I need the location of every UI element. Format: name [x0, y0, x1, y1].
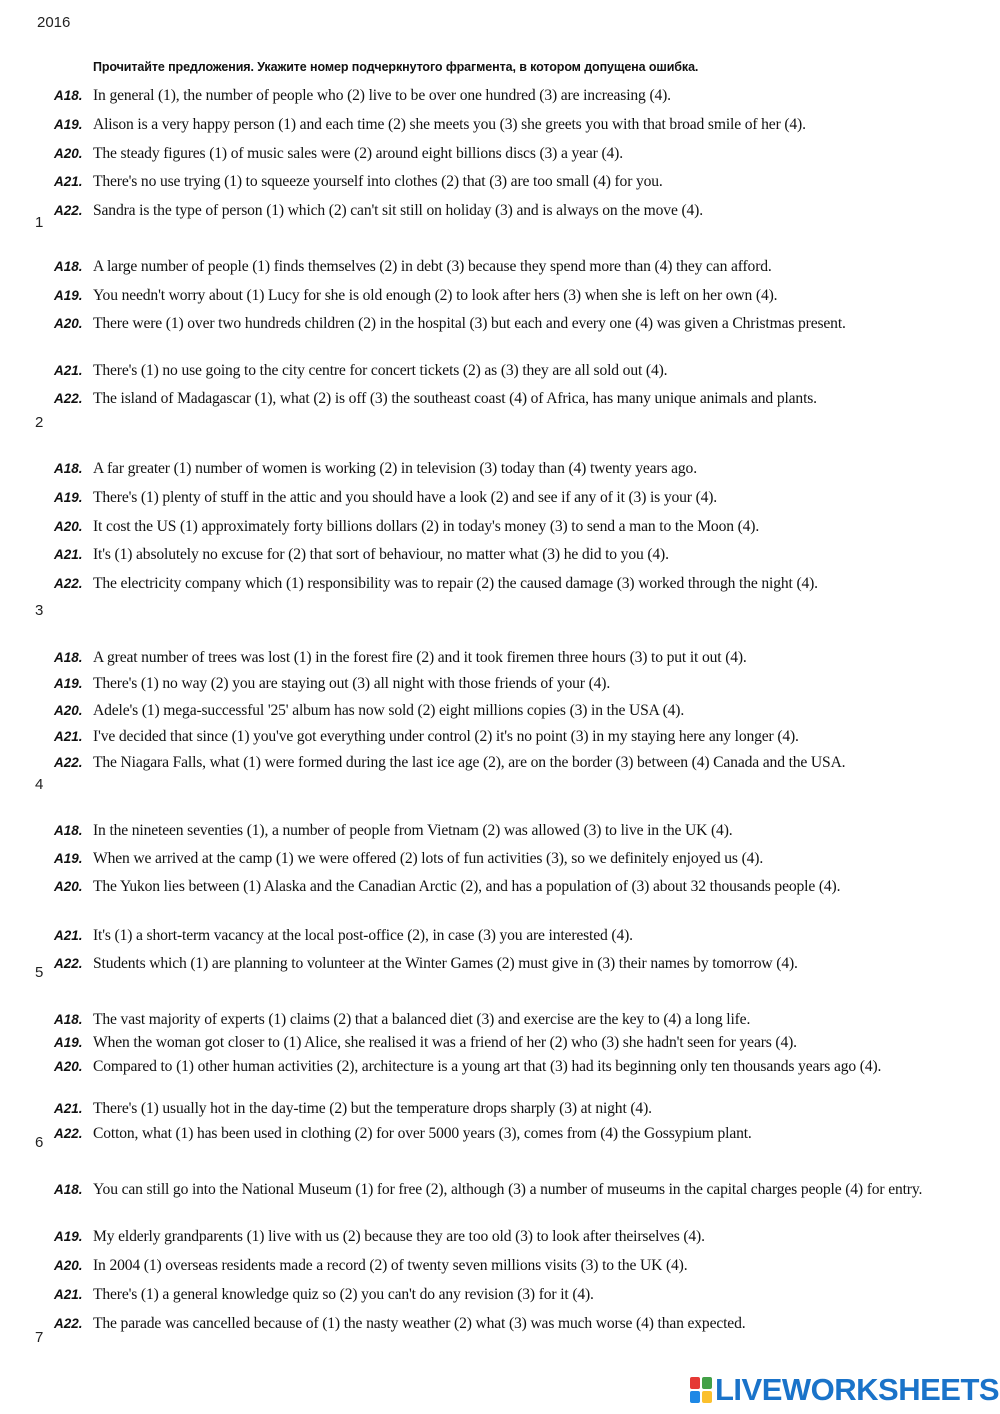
question-number: A18. — [54, 259, 83, 274]
group-number: 5 — [35, 964, 44, 981]
question-a18 — [54, 822, 966, 839]
question-text: Compared to (1) other human activities (2), architecture is a young art that (3) had its beginning only ten thousands years ago (4). — [93, 1058, 882, 1075]
question-a22 — [54, 955, 966, 972]
question-a20 — [54, 145, 966, 162]
question-text: In 2004 (1) overseas residents made a record (2) of twenty seven millions visits (3) to the UK (4). — [93, 1257, 688, 1274]
logo-mark-icon — [690, 1377, 712, 1403]
question-number: A19. — [54, 851, 83, 866]
question-text: There's (1) a general knowledge quiz so (2) you can't do any revision (3) for it (4). — [93, 1286, 594, 1303]
question-a21 — [54, 546, 966, 563]
question-text: There's (1) usually hot in the day-time (2) but the temperature drops sharply (3) at night (4). — [93, 1100, 652, 1117]
question-a19 — [54, 116, 966, 133]
question-number: A21. — [54, 363, 83, 378]
group-number: 4 — [35, 776, 44, 793]
question-a18 — [54, 460, 966, 477]
question-number: A21. — [54, 1287, 83, 1302]
question-a22 — [54, 754, 966, 771]
instruction: Прочитайте предложения. Укажите номер подчеркнутого фрагмента, в котором допущена ошибка. — [93, 60, 699, 74]
question-a21 — [54, 1100, 966, 1117]
question-a18 — [54, 1181, 966, 1198]
question-a20 — [54, 518, 966, 535]
question-text: In the nineteen seventies (1), a number of people from Vietnam (2) was allowed (3) to live in the UK (4). — [93, 822, 733, 839]
question-a20 — [54, 1058, 966, 1075]
question-a22 — [54, 390, 966, 407]
question-number: A18. — [54, 88, 83, 103]
question-number: A21. — [54, 928, 83, 943]
question-a21 — [54, 927, 966, 944]
question-text: It's (1) absolutely no excuse for (2) that sort of behaviour, no matter what (3) he did to you (4). — [93, 546, 669, 563]
question-text: There's (1) no way (2) you are staying out (3) all night with those friends of your (4). — [93, 675, 611, 692]
question-a22 — [54, 202, 966, 219]
question-text: You can still go into the National Museum (1) for free (2), although (3) a number of museums in the capital charges people (4) for entry. — [93, 1181, 923, 1198]
question-a20 — [54, 878, 966, 895]
question-a20 — [54, 1257, 966, 1274]
question-a22 — [54, 575, 966, 592]
question-number: A20. — [54, 703, 83, 718]
question-number: A22. — [54, 1316, 83, 1331]
question-text: The Niagara Falls, what (1) were formed during the last ice age (2), are on the border (3) between (4) Canada and the USA. — [93, 754, 846, 771]
question-a19 — [54, 489, 966, 506]
question-a21 — [54, 728, 966, 745]
question-number: A22. — [54, 755, 83, 770]
question-a18 — [54, 1011, 966, 1028]
question-text: A far greater (1) number of women is working (2) in television (3) today than (4) twenty years ago. — [93, 460, 697, 477]
question-text: A great number of trees was lost (1) in the forest fire (2) and it took firemen three hours (3) to put it out (4). — [93, 649, 747, 666]
question-number: A20. — [54, 1258, 83, 1273]
question-text: It cost the US (1) approximately forty billions dollars (2) in today's money (3) to send a man to the Moon (4). — [93, 518, 760, 535]
logo-text: LIVEWORKSHEETS — [715, 1372, 1000, 1407]
question-number: A21. — [54, 174, 83, 189]
question-a19 — [54, 1228, 966, 1245]
group-number: 3 — [35, 602, 44, 619]
question-number: A19. — [54, 117, 83, 132]
question-text: Adele's (1) mega-successful '25' album has now sold (2) eight millions copies (3) in the USA (4). — [93, 702, 685, 719]
question-text: Sandra is the type of person (1) which (2) can't sit still on holiday (3) and is always on the move (4). — [93, 202, 703, 219]
question-number: A22. — [54, 956, 83, 971]
question-text: The electricity company which (1) responsibility was to repair (2) the caused damage (3) worked through the night (4). — [93, 575, 818, 592]
question-number: A22. — [54, 203, 83, 218]
question-a20 — [54, 315, 966, 332]
question-number: A21. — [54, 1101, 83, 1116]
question-number: A19. — [54, 1035, 83, 1050]
question-text: The steady figures (1) of music sales were (2) around eight billions discs (3) a year (4). — [93, 145, 623, 162]
question-a19 — [54, 287, 966, 304]
question-number: A20. — [54, 316, 83, 331]
question-a22 — [54, 1125, 966, 1142]
group-number: 7 — [35, 1329, 44, 1346]
question-text: The vast majority of experts (1) claims (2) that a balanced diet (3) and exercise are the key to (4) a long life. — [93, 1011, 751, 1028]
group-number: 6 — [35, 1134, 44, 1151]
question-number: A22. — [54, 391, 83, 406]
question-text: When the woman got closer to (1) Alice, she realised it was a friend of her (2) who (3) she hadn't seen for years (4). — [93, 1034, 797, 1051]
question-a19 — [54, 1034, 966, 1051]
year-label: 2016 — [37, 14, 71, 31]
question-number: A19. — [54, 676, 83, 691]
question-a19 — [54, 675, 966, 692]
group-number: 2 — [35, 414, 44, 431]
question-number: A21. — [54, 547, 83, 562]
question-number: A18. — [54, 650, 83, 665]
question-number: A20. — [54, 146, 83, 161]
question-number: A20. — [54, 1059, 83, 1074]
question-a20 — [54, 702, 966, 719]
question-text: You needn't worry about (1) Lucy for she is old enough (2) to look after hers (3) when she is left on her own (4). — [93, 287, 778, 304]
question-a21 — [54, 362, 966, 379]
question-number: A19. — [54, 1229, 83, 1244]
question-text: There's (1) plenty of stuff in the attic and you should have a look (2) and see if any of it (3) is your (4). — [93, 489, 718, 506]
question-number: A22. — [54, 1126, 83, 1141]
question-text: The island of Madagascar (1), what (2) is off (3) the southeast coast (4) of Africa, has many unique animals and plants. — [93, 390, 817, 407]
question-text: A large number of people (1) finds themselves (2) in debt (3) because they spend more than (4) they can afford. — [93, 258, 772, 275]
question-number: A22. — [54, 576, 83, 591]
liveworksheets-logo — [690, 1372, 999, 1408]
question-number: A18. — [54, 1012, 83, 1027]
question-text: Alison is a very happy person (1) and each time (2) she meets you (3) she greets you with that broad smile of her (4). — [93, 116, 806, 133]
question-text: Cotton, what (1) has been used in clothing (2) for over 5000 years (3), comes from (4) the Gossypium plant. — [93, 1125, 752, 1142]
group-number: 1 — [35, 214, 44, 231]
question-text: There were (1) over two hundreds children (2) in the hospital (3) but each and every one (4) was given a Christmas present. — [93, 315, 846, 332]
question-text: When we arrived at the camp (1) we were offered (2) lots of fun activities (3), so we definitely enjoyed us (4). — [93, 850, 764, 867]
question-a18 — [54, 258, 966, 275]
question-text: Students which (1) are planning to volunteer at the Winter Games (2) must give in (3) their names by tomorrow (4). — [93, 955, 798, 972]
question-text: There's no use trying (1) to squeeze yourself into clothes (2) that (3) are too small (4) for you. — [93, 173, 663, 190]
question-a18 — [54, 649, 966, 666]
question-a19 — [54, 850, 966, 867]
question-text: The parade was cancelled because of (1) the nasty weather (2) what (3) was much worse (4) than expected. — [93, 1315, 746, 1332]
question-a21 — [54, 173, 966, 190]
question-number: A18. — [54, 461, 83, 476]
question-text: There's (1) no use going to the city centre for concert tickets (2) as (3) they are all sold out (4). — [93, 362, 668, 379]
question-a22 — [54, 1315, 966, 1332]
question-text: The Yukon lies between (1) Alaska and the Canadian Arctic (2), and has a population of (3) about 32 thousands people (4). — [93, 878, 841, 895]
question-number: A20. — [54, 519, 83, 534]
question-number: A21. — [54, 729, 83, 744]
question-number: A20. — [54, 879, 83, 894]
question-a18 — [54, 87, 966, 104]
question-number: A19. — [54, 288, 83, 303]
question-text: It's (1) a short-term vacancy at the local post-office (2), in case (3) you are interested (4). — [93, 927, 633, 944]
question-number: A18. — [54, 1182, 83, 1197]
question-text: In general (1), the number of people who (2) live to be over one hundred (3) are increasing (4). — [93, 87, 671, 104]
question-text: I've decided that since (1) you've got everything under control (2) it's no point (3) in my staying here any longer (4). — [93, 728, 799, 745]
question-text: My elderly grandparents (1) live with us (2) because they are too old (3) to look after theirselves (4). — [93, 1228, 705, 1245]
question-a21 — [54, 1286, 966, 1303]
question-number: A19. — [54, 490, 83, 505]
question-number: A18. — [54, 823, 83, 838]
